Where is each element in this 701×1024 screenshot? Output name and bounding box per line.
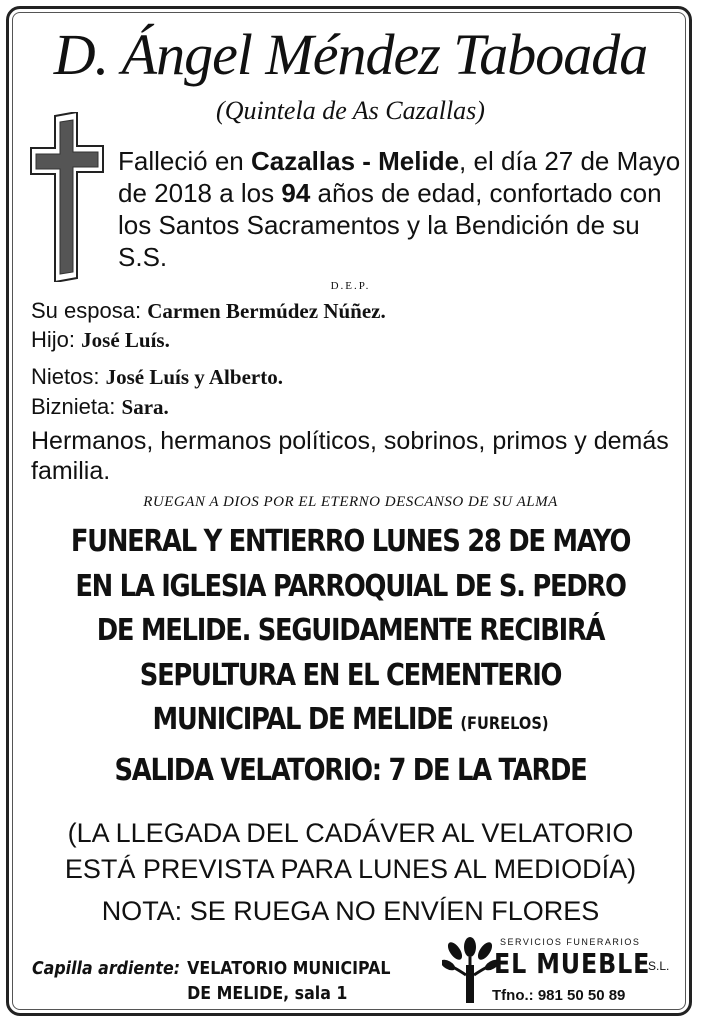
arrival-note: (LA LLEGADA DEL CADÁVER AL VELATORIO ESTÁ PREVISTA PARA LUNES AL MEDIODÍA) [64,818,637,884]
funeral-home-logo [442,933,682,1009]
family-row-great-grandchild: Biznieta: Sara. [31,394,169,419]
funeral-details: FUNERAL Y ENTIERRO LUNES 28 DE MAYO EN LA IGLESIA PARROQUIAL DE S. PEDRO DE MELIDE. SEGUIDAMENTE RECIBIRÁ SEPULTURA EN EL CEMENTERIO MUNICIPAL DE MELIDE (FURELOS) [70,524,631,737]
chapel-label: Capilla ardiente: [32,958,181,979]
death-place: Cazallas - Melide [250,146,460,176]
funeral-location-note: (FURELOS) [460,714,549,734]
prayer-line: RUEGAN A DIOS POR EL ETERNO DESCANSO DE SU ALMA [143,494,558,510]
phone-number: Tfno.: 981 50 50 89 [492,987,626,1004]
death-announcement: Falleció en Cazallas - Melide, el día 27 de Mayo de 2018 a los 94 años de edad, confortado con los Santos Sacramentos y la Bendición de su S.S. [118,146,681,272]
logo-brand: EL MUEBLE [494,947,651,980]
cross-icon [27,112,107,282]
logo-company-type: S.L. [648,959,670,973]
family-row-son: Hijo: José Luís. [31,327,170,352]
chapel-info: Capilla ardiente: VELATORIO MUNICIPAL DE MELIDE, sala 1 [32,958,391,1004]
salida-time: SALIDA VELATORIO: 7 DE LA TARDE [114,753,587,788]
deceased-name: D. Ángel Méndez Taboada [53,22,648,87]
family-row-spouse: Su esposa: Carmen Bermúdez Núñez. [31,298,386,323]
age: 94 [281,178,311,208]
family-row-grandchildren: Nietos: José Luís y Alberto. [31,364,283,389]
other-relatives: Hermanos, hermanos políticos, sobrinos, primos y demás familia. [31,427,669,485]
no-flowers-note: NOTA: SE RUEGA NO ENVÍEN FLORES [101,896,600,926]
logo-tagline: SERVICIOS FUNERARIOS [500,937,641,947]
tree-icon [442,935,498,1005]
origin: (Quintela de As Cazallas) [216,96,485,125]
dep-mark: D.E.P. [330,280,371,292]
chapel-venue: VELATORIO MUNICIPAL [187,958,391,979]
